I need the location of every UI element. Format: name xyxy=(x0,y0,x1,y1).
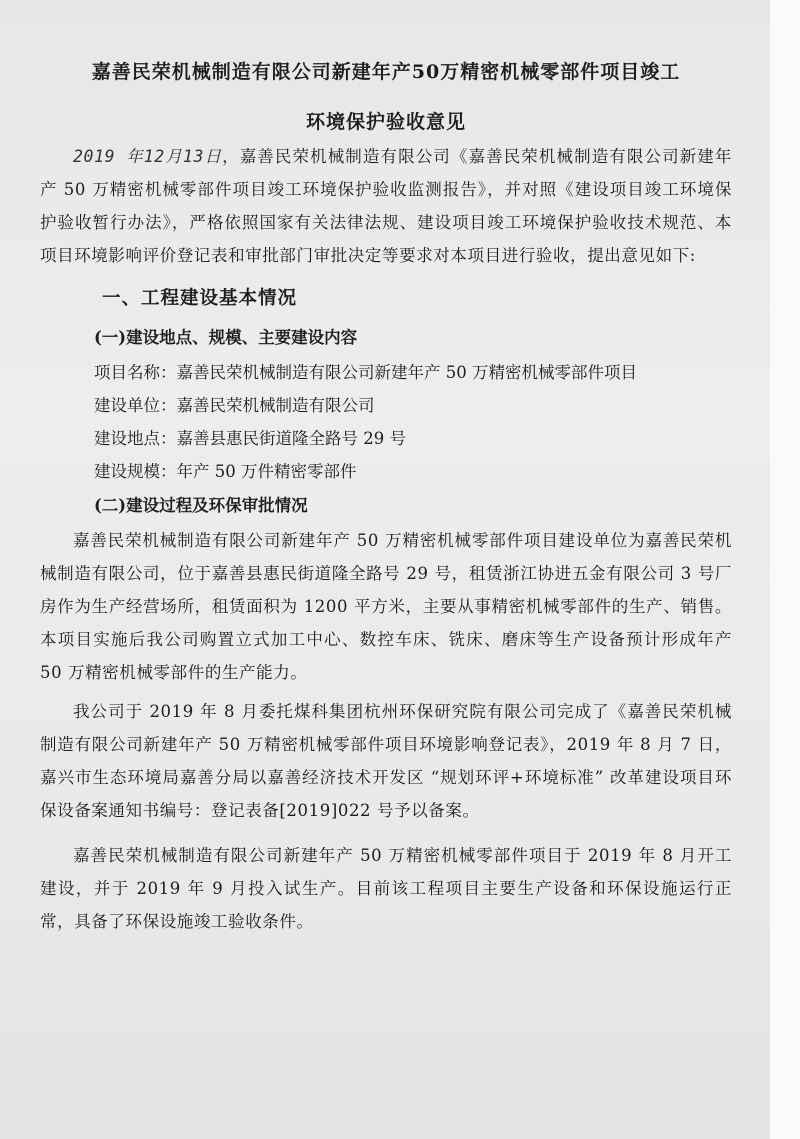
construction-scale-line: 建设规模：年产 50 万件精密零部件 xyxy=(94,462,357,482)
handwritten-date: 2019 年12月13日 xyxy=(73,147,223,167)
body-paragraph-3: 嘉善民荣机械制造有限公司新建年产 50 万精密机械零部件项目于 2019 年 8 月开工建设，并于 2019 年 9 月投入试生产。目前该工程项目主要生产设备和环保设施运行正常，具备了环保设施竣工验收条件。 xyxy=(40,846,732,932)
intro-text: ，嘉善民荣机械制造有限公司《嘉善民荣机械制造有限公司新建年产 50 万精密机械零部件项目竣工环境保护验收监测报告》，并对照《建设项目竣工环境保护验收暂行办法》，严格依照国家有关法律法规、建设项目竣工环境保护验收技术规范、本项目环境影响评价登记表和审批部门审批决定等要求对本项目进行验收，提出意见如下: xyxy=(40,147,732,266)
document-title-line-2: 环境保护验收意见 xyxy=(305,111,466,134)
subsection-heading-2: (二)建设过程及环保审批情况 xyxy=(94,496,308,516)
subsection-heading-1: (一)建设地点、规模、主要建设内容 xyxy=(94,328,358,348)
section-heading-1: 一、工程建设基本情况 xyxy=(102,288,298,310)
page-edge-background xyxy=(770,0,800,1139)
project-name-line: 项目名称：嘉善民荣机械制造有限公司新建年产 50 万精密机械零部件项目 xyxy=(94,363,637,383)
intro-paragraph xyxy=(40,140,732,272)
body-paragraph-1: 嘉善民荣机械制造有限公司新建年产 50 万精密机械零部件项目建设单位为嘉善民荣机械制造有限公司，位于嘉善县惠民街道隆全路号 29 号，租赁浙江协进五金有限公司 3 号厂房作为生产经营场所，租赁面积为 1200 平方米，主要从事精密机械零部件的生产、销售。本项目实施后我公司购置立式加工中心、数控车床、铣床、磨床等生产设备预计形成年产 50 万精密机械零部件的生产能力。 xyxy=(40,531,732,683)
body-paragraph-2: 我公司于 2019 年 8 月委托煤科集团杭州环保研究院有限公司完成了《嘉善民荣机械制造有限公司新建年产 50 万精密机械零部件项目环境影响登记表》，2019 年 8 月 7 日，嘉兴市生态环境局嘉善分局以嘉善经济技术开发区 “规划环评+环境标准” 改革建设项目环保设备案通知书编号：登记表备[2019]022 号予以备案。 xyxy=(40,702,732,821)
construction-site-line: 建设地点：嘉善县惠民街道隆全路号 29 号 xyxy=(94,429,406,449)
construction-unit-line: 建设单位：嘉善民荣机械制造有限公司 xyxy=(94,396,375,416)
document-title-line-1: 嘉善民荣机械制造有限公司新建年产50万精密机械零部件项目竣工 xyxy=(91,61,681,83)
